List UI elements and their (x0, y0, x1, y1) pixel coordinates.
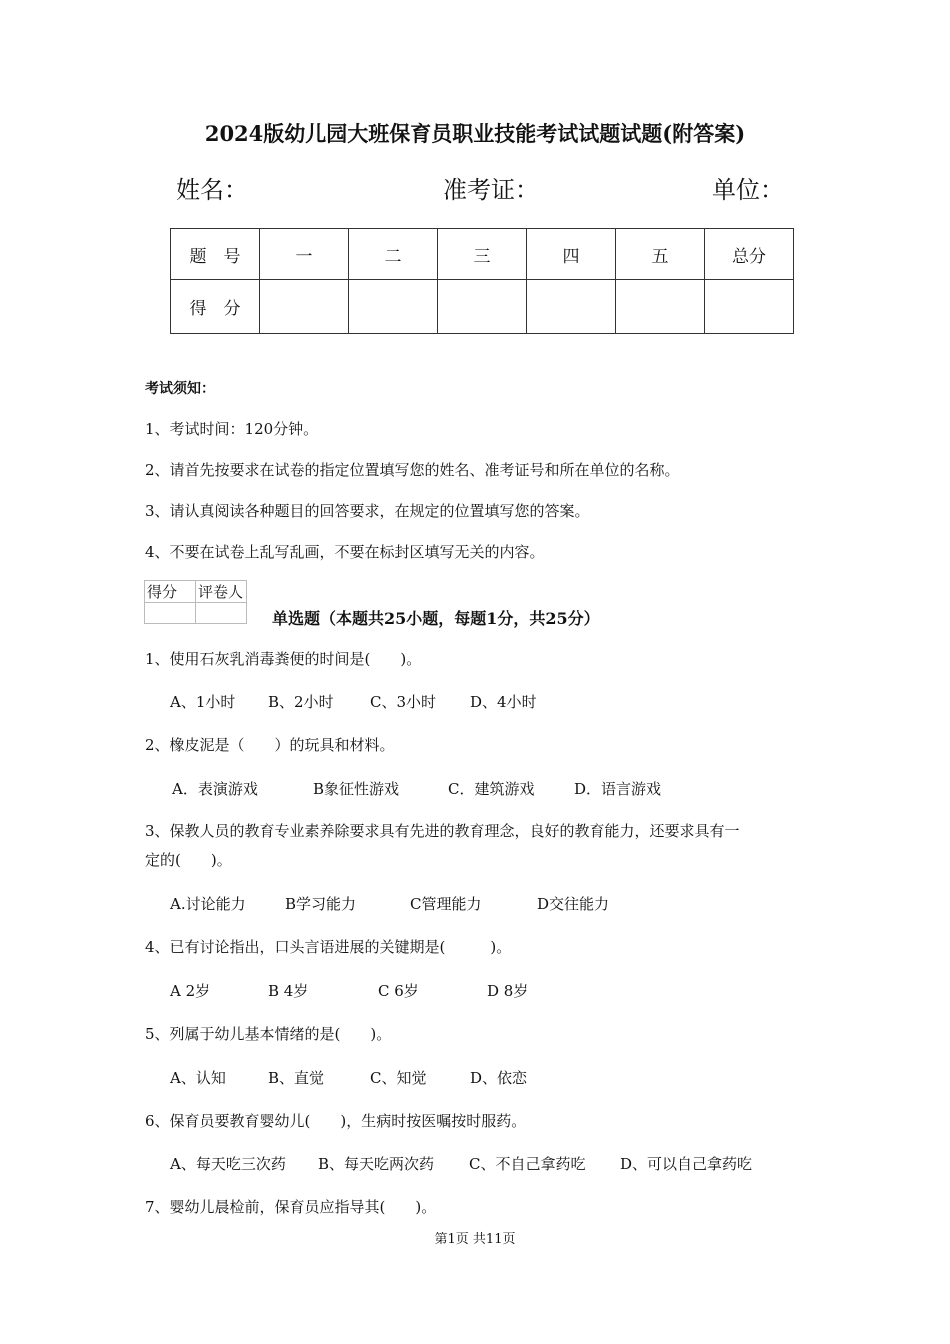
score-input-cell (260, 280, 349, 334)
question-option: B学习能力 (285, 895, 357, 913)
score-input-cell (438, 280, 527, 334)
question-option: D、可以自己拿药吃 (620, 1155, 753, 1173)
question-option: A 2岁 (170, 982, 211, 1000)
score-table-cell: 四 (527, 229, 616, 280)
question-stem: 3、保教人员的教育专业素养除要求具有先进的教育理念，良好的教育能力，还要求具有一 (145, 822, 740, 840)
score-input-cell (527, 280, 616, 334)
note-item: 3、请认真阅读各种题目的回答要求，在规定的位置填写您的答案。 (145, 502, 590, 520)
question-option: B、2小时 (268, 693, 334, 711)
question-option: C 6岁 (378, 982, 419, 1000)
score-input-cell (349, 280, 438, 334)
score-table-cell: 五 (616, 229, 705, 280)
name-label: 姓名： (176, 176, 248, 204)
question-option: B、每天吃两次药 (318, 1155, 435, 1173)
score-input-cell (705, 280, 794, 334)
exam-id-label: 准考证： (443, 176, 539, 204)
note-item: 1、考试时间：120分钟。 (145, 420, 319, 438)
score-table-cell: 题 号 (171, 229, 260, 280)
question-option: C、知觉 (370, 1069, 427, 1087)
score-input-cell (616, 280, 705, 334)
question-option: D、4小时 (470, 693, 537, 711)
question-stem: 2、橡皮泥是（ ）的玩具和材料。 (145, 736, 395, 754)
question-option: C．建筑游戏 (448, 780, 535, 798)
question-option: C、3小时 (370, 693, 437, 711)
page-title: 2024版幼儿园大班保育员职业技能考试试题试题(附答案) (204, 121, 746, 146)
unit-label: 单位： (712, 176, 784, 204)
note-item: 4、不要在试卷上乱写乱画，不要在标封区填写无关的内容。 (145, 543, 545, 561)
question-stem: 5、列属于幼儿基本情绪的是( )。 (145, 1025, 392, 1043)
question-stem: 4、已有讨论指出，口头言语进展的关键期是( )。 (145, 938, 512, 956)
score-table-cell: 二 (349, 229, 438, 280)
question-option: C、不自己拿药吃 (469, 1155, 586, 1173)
grader-reviewer-cell (196, 603, 247, 624)
grader-score-label: 得分 (145, 581, 196, 603)
score-table (170, 228, 794, 334)
score-table-cell: 总分 (705, 229, 794, 280)
score-table-cell: 三 (438, 229, 527, 280)
question-option: D、依恋 (470, 1069, 528, 1087)
grader-box (144, 580, 247, 624)
page-footer: 第1页 共11页 (434, 1232, 516, 1247)
section-title: 单选题（本题共25小题，每题1分，共25分） (272, 609, 600, 628)
question-option: A、每天吃三次药 (170, 1155, 286, 1173)
question-option: C管理能力 (410, 895, 482, 913)
question-stem: 1、使用石灰乳消毒粪便的时间是( )。 (145, 650, 422, 668)
question-option: A、1小时 (170, 693, 236, 711)
score-table-header-row (171, 229, 794, 280)
question-stem-continued: 定的( )。 (145, 851, 232, 869)
question-option: B 4岁 (268, 982, 309, 1000)
notes-heading: 考试须知： (145, 381, 215, 397)
grader-score-cell (145, 603, 196, 624)
question-option: A．表演游戏 (172, 780, 258, 798)
question-option: A、认知 (170, 1069, 226, 1087)
note-item: 2、请首先按要求在试卷的指定位置填写您的姓名、准考证号和所在单位的名称。 (145, 461, 680, 479)
score-table-cell: 得 分 (171, 280, 260, 334)
grader-reviewer-label: 评卷人 (196, 581, 247, 603)
question-option: A.讨论能力 (170, 895, 246, 913)
question-stem: 6、保育员要教育婴幼儿( )，生病时按医嘱按时服药。 (145, 1112, 527, 1130)
question-option: D交往能力 (537, 895, 610, 913)
score-table-cell: 一 (260, 229, 349, 280)
question-option: D．语言游戏 (574, 780, 662, 798)
question-option: B、直觉 (268, 1069, 325, 1087)
score-table-score-row (171, 280, 794, 334)
question-option: B象征性游戏 (313, 780, 400, 798)
question-option: D 8岁 (487, 982, 529, 1000)
question-stem: 7、婴幼儿晨检前，保育员应指导其( )。 (145, 1198, 437, 1216)
